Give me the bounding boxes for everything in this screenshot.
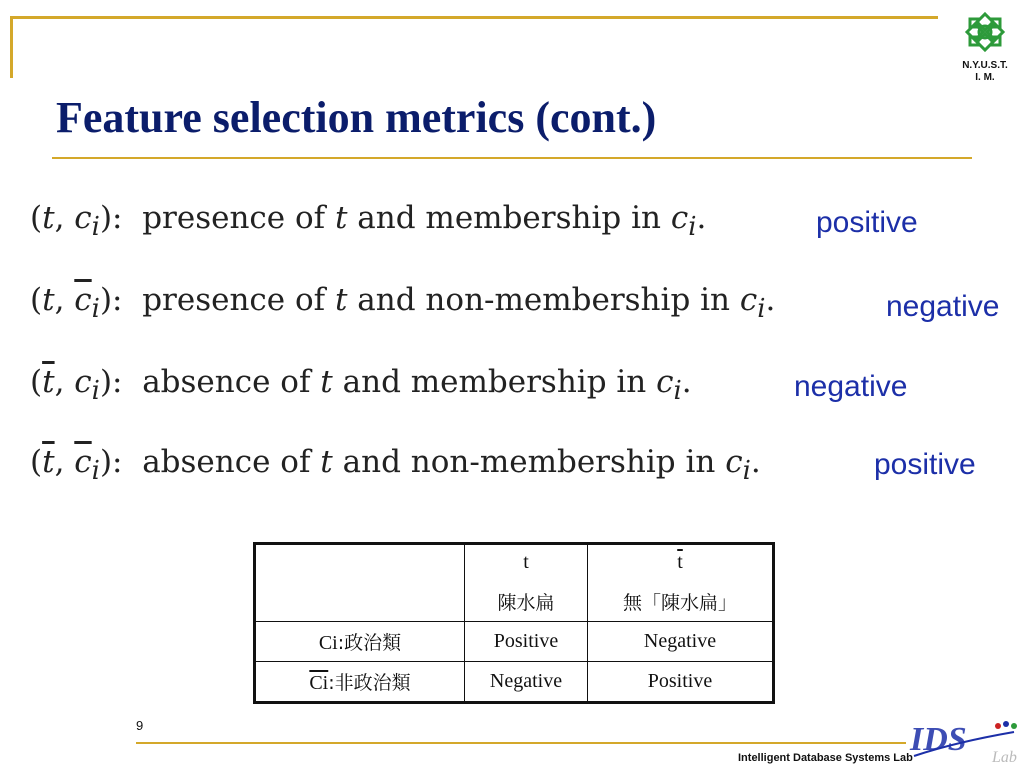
table-corner-cell (255, 544, 465, 622)
formula-row-3: ($\overline{t}$, $c_i$): absence of t and membership in $c_i$. (30, 364, 692, 407)
table-header-row (255, 544, 774, 622)
logo-line-1: N.Y.U.S.T. (962, 60, 1008, 71)
title-underline (52, 157, 972, 159)
table-row (255, 622, 774, 662)
formula-row-2: (t, $\overline{c}_i$): presence of t and non-membership in $c_i$. (30, 282, 776, 325)
nyust-logo-text (940, 60, 1024, 84)
formula-row-1: (t, $c_i$): presence of t and membership in $c_i$. (30, 200, 707, 243)
table-header-term-present: t 陳水扁 (465, 544, 588, 622)
formula-row-4: ($\overline{t}$, $\overline{c}_i$): absence of t and non-membership in $c_i$. (30, 444, 761, 487)
table-cell: Positive (588, 662, 774, 703)
svg-text:Lab: Lab (992, 749, 1017, 766)
footer-rule (136, 742, 906, 744)
frame-top-rule (10, 16, 938, 19)
slide-title: Feature selection metrics (cont.) (56, 93, 657, 142)
footer-lab-name: Intelligent Database Systems Lab (738, 752, 913, 764)
svg-text:IDS: IDS (910, 721, 967, 758)
table-row-label: $\overline{Ci}$:非政治類 (255, 662, 465, 703)
label-row-4: positive (874, 448, 976, 481)
page-number: 9 (136, 718, 144, 733)
ids-lab-logo-icon (906, 712, 1022, 768)
label-row-1: positive (816, 206, 918, 239)
table-header-term-absent: $\overline{t}$ 無「陳水扁」 (588, 544, 774, 622)
table-cell: Positive (465, 622, 588, 662)
table-row (255, 662, 774, 703)
table-cell: Negative (588, 622, 774, 662)
label-row-2: negative (886, 290, 1000, 323)
table-cell: Negative (465, 662, 588, 703)
contingency-table (253, 542, 775, 704)
label-row-3: negative (794, 370, 908, 403)
frame-left-rule (10, 16, 13, 78)
table-row-label: Ci:政治類 (255, 622, 465, 662)
logo-line-2: I. M. (975, 72, 995, 83)
